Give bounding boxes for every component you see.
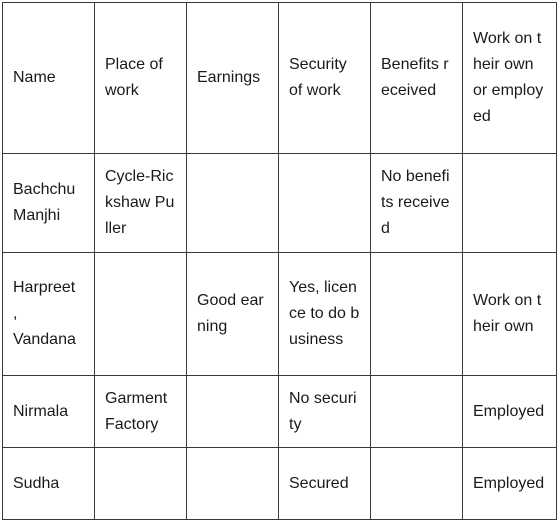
header-earnings: Earnings	[187, 3, 279, 154]
cell-security-of-work: No security	[279, 376, 371, 448]
header-benefits-received: Benefits received	[371, 3, 463, 154]
cell-work-status	[463, 154, 557, 253]
header-name: Name	[3, 3, 95, 154]
cell-earnings: Good earning	[187, 253, 279, 376]
header-place-of-work: Place of work	[95, 3, 187, 154]
cell-security-of-work: Secured	[279, 448, 371, 520]
cell-benefits-received	[371, 376, 463, 448]
table-row	[3, 448, 557, 520]
cell-name: Sudha	[3, 448, 95, 520]
cell-benefits-received: No benefits received	[371, 154, 463, 253]
table-header-row	[3, 3, 557, 154]
header-security-of-work: Security of work	[279, 3, 371, 154]
cell-security-of-work	[279, 154, 371, 253]
cell-place-of-work	[95, 253, 187, 376]
table-row	[3, 253, 557, 376]
cell-work-status: Work on their own	[463, 253, 557, 376]
cell-security-of-work: Yes, licence to do business	[279, 253, 371, 376]
cell-earnings	[187, 448, 279, 520]
cell-work-status: Employed	[463, 376, 557, 448]
cell-earnings	[187, 154, 279, 253]
cell-place-of-work: Garment Factory	[95, 376, 187, 448]
cell-benefits-received	[371, 253, 463, 376]
cell-name: Nirmala	[3, 376, 95, 448]
table-container	[2, 2, 557, 520]
table-row	[3, 376, 557, 448]
cell-name: Harpreet , Vandana	[3, 253, 95, 376]
table-row	[3, 154, 557, 253]
cell-benefits-received	[371, 448, 463, 520]
cell-place-of-work: Cycle-Rickshaw Puller	[95, 154, 187, 253]
work-comparison-table	[2, 2, 557, 520]
cell-name: Bachchu Manjhi	[3, 154, 95, 253]
header-work-status: Work on their own or employed	[463, 3, 557, 154]
cell-place-of-work	[95, 448, 187, 520]
cell-work-status: Employed	[463, 448, 557, 520]
cell-earnings	[187, 376, 279, 448]
